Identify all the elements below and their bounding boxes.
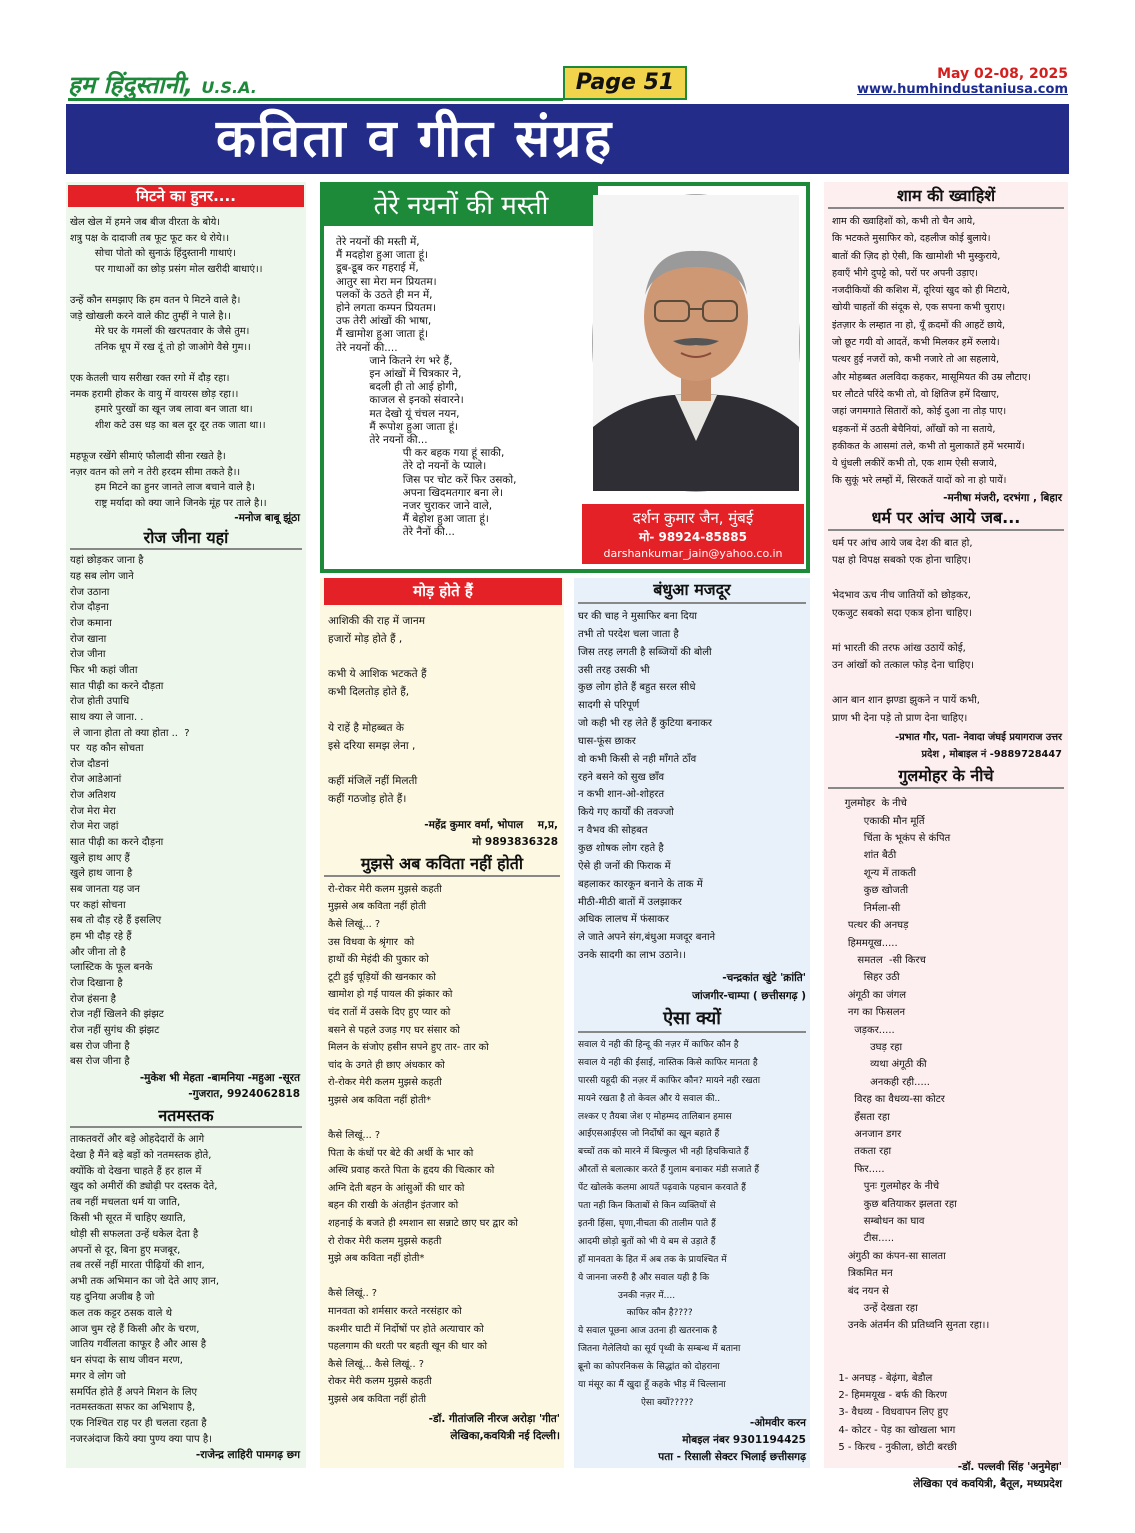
poem-title: बंधुआ मजदूर xyxy=(578,578,806,604)
section-banner: कविता व गीत संग्रह xyxy=(66,104,1069,174)
portrait-svg xyxy=(593,195,799,491)
column-1 xyxy=(66,182,306,1468)
feature-poem-text: तेरे नयनों की मस्ती में, मैं मदहोश हुआ जाता हूं। डूब-डूब कर गहराई में, आतुर सा मेरा मन प्रियतम। पलकों के उठते ही मन में, होने लगता कम्पन प्रियतम। उफ तेरी आंखों की भाषा, मैं खामोश हुआ जाता हूं। तेरे नयनों की.... जाने कितने रंग भरे हैं, इन आंखों में चित्रकार ने, बदली ही तो आई होगी, काजल से इनको संवारने। मत देखो यूं चंचल नयन, मैं रूपोश हुआ जाता हूं। तेरे नयनों की... पी कर बहक गया हूं साकी, तेरे दो नयनों के प्याले। जिस पर चोट करें फिर उसको, अपना खिदमतगार बना ले। नजर चुराकर जाने वाले, मैं बेहोश हुआ जाता हूं। तेरे नैनों की... xyxy=(336,236,517,539)
poem-title: मोड़ होते हैं xyxy=(324,578,562,605)
poem-text: खेल खेल में हमने जब बीज वीरता के बोये। शत्रु पक्ष के दादाजी तब फूट फूट कर थे रोये।। सोचा पोतो को सुनाऊं हिंदुस्तानी गाथाएं। पर गाथाओं का छोड़ प्रसंग मोल खरीदी बाधाएं।। उन्हें कौन समझाए कि हम वतन पे मिटने वाले है। जड़े खोखली करने वाले कीट तुम्हीं ने पाले है।। मेरे घर के गमलों की खरपतवार के जैसे तुम। तनिक धूप में रख दूं तो हो जाओगे वैसे गुम।। एक केतली चाय सरीखा रक्त रगो में दौड़ रहा। नमक हरामी होकर के वायु में वायरस छोड़ रहा।। हमारे पुरखों का खून जब लावा बन जाता था। शीश कटे उस धड़ का बल दूर दूर तक जाता था।। महफूज रखेंगे सीमाएं फौलादी सीना रखते है। नज़र वतन को लगे न तेरी हरदम सीमा तकते है।। हम मिटने का हुनर जानते लाज बचाने वाले है। राष्ट्र मर्यादा को क्या जाने जिनके मूंह पर ताले है।। xyxy=(70,217,267,509)
poem-text: शाम की ख्वाहिशों को, कभी तो चैन आये, कि भटकते मुसाफिर को, दहलीज कोई बुलाये। बातों की ज़िद हो ऐसी, कि खामोशी भी मुस्कुराये, हवाएँ भीगे दुपट्टे को, परों पर अपनी उड़ाए। नजदीकियों की कशिश में, दूरियां खुद को ही मिटाये, खोयी चाहतों की संदूक से, एक सपना कभी चुराए। इंतज़ार के लम्हात ना हो, यूँ क़दमों की आहटें छाये, जो छूट गयी वो आदतें, कभी मिलकर हमें रुलाये। पत्थर हुई नजरों को, कभी नजारे तो आ सहलाये, और मोहब्बत अलविदा कहकर, मासूमियत की उम्र लौटाए। घर लौटते परिंदे कभी तो, वो क्षितिज हमें दिखाए, जहां जगमगाते सितारों को, कोई दुआ ना तोड़ पाए। धड़कनों में उठती बेचैनियां, आँखों को ना सताये, हकीकत के आसमां तले, कभी तो मुलाकातें हमें भरमायें। ये धुंधली लकीरें कभी तो, एक शाम ऐसी सजाये, कि सुकूं भरे लम्हों में, सिरकतें यादों को ना हो पायें। xyxy=(832,216,1031,487)
poem-author: -मनोज बाबू झूंठा xyxy=(234,512,300,525)
poet-portrait-image xyxy=(592,194,800,492)
poem-title: गुलमोहर के नीचे xyxy=(828,765,1064,789)
poem-author: -ओमवीर करन मोबइल नंबर 9301194425 पता - रिसाली सेक्टर भिलाई छत्तीसगढ़ xyxy=(658,1416,806,1463)
poem-author: -चन्द्रकांत खुंटे 'क्रांति' जांजगीर-चाम्पा ( छत्तीसगढ़ ) xyxy=(692,971,806,1002)
issue-date: May 02-08, 2025 xyxy=(937,66,1068,82)
poem-author: -प्रभात गौर, पता- नेवादा जंघई प्रयागराज उत्तर प्रदेश , मोबाइल नं -9889728447 xyxy=(895,732,1062,761)
column-3 xyxy=(574,578,810,1468)
brand-suffix: U.S.A. xyxy=(201,78,257,97)
poem-author: -मुकेश भी मेहता -बामनिया -महुआ -सूरत -गुजरात, 9924062818 xyxy=(139,1071,300,1100)
poem-author: -डॉ. पल्लवी सिंह 'अनुमेहा' लेखिका एवं कवयित्री, बैतूल, मध्यप्रदेश xyxy=(913,1460,1062,1490)
poem-text: घर की चाह ने मुसाफिर बना दिया तभी तो परदेश चला जाता है जिस तरह लगती है सब्जियों की बोली उसी तरह उसकी भी कुछ लोग होते हैं बहुत सरल सीधे सादगी से परिपूर्ण जो कही भी रह लेते हैं कुटिया बनाकर घास-फूंस छाकर वो कभी किसी से नही माँगते ठाँव रहने बसने को सुख छाँव न कभी शान-ओ-शोहरत किये गए कार्यों की तवज्जो न वैभव की सोहबत कुछ शोषक लोग रहते है ऐसे ही जनों की फिराक में बहलाकर कारकून बनाने के ताक में मीठी-मीठी बातों में उलझाकर अधिक लालच में फंसाकर ले जाते अपने संग,बंधुआ मजदूर बनाने उनके सादगी का लाभ उठाने।। xyxy=(578,611,716,962)
poem-title: मिटने का हुनर.... xyxy=(68,185,304,207)
poem-author: -मनीषा मंजरी, दरभंगा , बिहार xyxy=(943,491,1062,504)
poem-text: ताकतवरों और बड़े ओहदेदारों के आगे देखा है मैंने बड़े बड़ों को नतमस्तक होते, क्योंकि वो देखना चाहते हैं हर हाल में खुद को अमीरों की ड्योढ़ी पर दस्तक देते, तब नहीं मचलता धर्म या जाति, किसी भी सूरत में चाहिए ख्याति, थोड़ी सी सफलता उन्हें धकेल देता है अपनों से दूर, बिना हुए मजबूर, तब तरसें नहीं मारता पीढ़ियों की शान, अभी तक अभिमान का जो देते आए ज्ञान, यह दुनिया अजीब है जो कल तक कट्टर ठसक वाले थे आज चुम रहे हैं किसी और के चरण, जातिय गर्वीलता काफूर है और आस है धन संपदा के साथ जीवन मरण, मगर वे लोग जो समर्पित होते हैं अपने मिशन के लिए नतमस्तकता सफर का अभिशाप है, एक निश्चित राह पर ही चलता रहता है नजरअंदाज किये क्या पुण्य क्या पाप है। xyxy=(70,1133,220,1446)
poem-title: रोज जीना यहां xyxy=(70,528,302,550)
poem-author: -महेंद्र कुमार वर्मा, भोपाल म,प्र, मो 9893836328 xyxy=(424,818,558,848)
poem-title: ऐसा क्यों xyxy=(578,1007,806,1033)
poem-title: धर्म पर आंच आये जब... xyxy=(828,507,1064,531)
feature-poem-title: तेरे नयनों की मस्ती xyxy=(324,186,598,226)
poem-text: आशिकी की राह में जानम हजारों मोड़ होते हैं , कभी ये आशिक भटकते हैं कभी दिलतोड़ होते हैं, ये राहें है मोहब्बत के इसे दरिया समझ लेना , कहीं मंजिलें नहीं मिलती कहीं गठजोड़ होते हैं। xyxy=(328,615,427,805)
column-4 xyxy=(824,182,1068,1490)
brand-logo xyxy=(68,68,563,101)
page-number: Page 51 xyxy=(563,66,687,100)
poem-text: यहां छोड़कर जाना है यह सब लोग जाने रोज उठाना रोज दौड़ना रोज कमाना रोज खाना रोज जीना फिर भी कहां जीता सात पीढ़ी का करने दौड़ता रोज होती उपाधि साथ क्या ले जाना. . ले जाना होता तो क्या होता .. ? पर यह कौन सोचता रोज दौडनां रोज आडेआनां रोज अतिशय रोज मेरा मेरा रोज मेरा जहां सात पीढ़ी का करने दौड़ना खुले हाथ आए हैं खुले हाथ जाना है सब जानता यह जन पर कहां सोचना सब तो दौड़ रहे हैं इसलिए हम भी दौड़ रहे हैं और जीना तो है प्लास्टिक के फूल बनके रोज दिखाना है रोज हंसना है रोज नहीं खिलने की झंझट रोज नहीं सुगंध की झंझट बस रोज जीना है बस रोज जीना है xyxy=(70,555,190,1068)
poem-text: धर्म पर आंच आये जब देश की बात हो, पक्ष हो विपक्ष सबको एक होना चाहिए। भेदभाव ऊच नीच जातियों को छोड़कर, एकजुट सबको सदा एकत्र होना चाहिए। मां भारती की तरफ आंख उठायें कोई, उन आंखों को तत्काल फोड़ देना चाहिए। आन बान शान झण्डा झुकने न पायें कभी, प्राण भी देना पड़े तो प्राण देना चाहिए। xyxy=(832,537,980,724)
website-link[interactable]: www.humhindustaniusa.com xyxy=(856,82,1068,97)
poet-name: दर्शन कुमार जैन, मुंबई xyxy=(632,509,754,527)
poem-author: -डॉ. गीतांजलि नीरज अरोड़ा 'गीत' लेखिका,कवयित्री नई दिल्ली। xyxy=(428,1412,560,1442)
poem-text: रो-रोकर मेरी कलम मुझसे कहती मुझसे अब कविता नहीं होती कैसे लिखूं... ? उस विधवा के श्रृंगार को हाथों की मेहंदी की पुकार को टूटी हुई चूड़ियों की खनकार को खामोश हो गई पायल की झंकार को चंद रातों में उसके दिए हुए प्यार को बसने से पहले उजड़ गए घर संसार को मिलन के संजोए हसीन सपने हुए तार- तार को चांद के उगते ही छाए अंधकार को रो-रोकर मेरी कलम मुझसे कहती मुझसे अब कविता नहीं होती* कैसे लिखूं... ? पिता के कंधों पर बेटे की अर्थी के भार को अस्थि प्रवाह करते पिता के हृदय की चित्कार को अग्नि देती बहन के आंसुओं की धार को बहन की राखी के अंतहीन इंतजार को शहनाई के बजते ही श्मशान सा सन्नाटे छाए घर द्वार को रो रोकर मेरी कलम मुझसे कहती मुझे अब कविता नहीं होती* कैसे लिखूं.. ? मानवता को शर्मसार करते नरसंहार को कश्मीर घाटी में निर्दोषों पर होते अत्याचार को पहलगाम की धरती पर बहती खून की धार को कैसे लिखूं... कैसे लिखूं.. ? रोकर मेरी कलम मुझसे कहती मुझसे अब कविता नहीं होती xyxy=(328,883,518,1405)
feature-poem-box xyxy=(320,182,810,573)
poet-phone: मो- 98924-85885 xyxy=(639,530,747,544)
brand-name: हम हिंदुस्तानी, xyxy=(68,71,194,99)
poem-title: शाम की ख्वाहिशें xyxy=(828,185,1064,209)
poem-text: गुलमोहर के नीचे एकाकी मौन मूर्ति चिंता के भूकंप से कंपित शांत बैठी शून्य में ताकती कुछ खोजती निर्मला-सी पत्थर की अनघड़ हिममयूख..... समतल -सी किरच सिहर उठी अंगूठी का जंगल नग का फिसलन जड़कर..... उघड़ रहा व्यथा अंगूठी की अनकही रही..... विरह का वैधव्य-सा कोटर हँसता रहा अनजान डगर तकता रहा फिर..... पुनः गुलमोहर के नीचे कुछ बतियाकर झलता रहा सम्बोधन का घाव टीस..... अंगुठी का कंपन-सा सालता त्रिकमित मन बंद नयन से उन्हें देखता रहा उनके अंतर्मन की प्रतिध्वनि सुनता रहा।। 1- अनघड़ - बेढ़ंगा, बेडौल 2- हिममयूख - बर्फ की किरण 3- वैधव्य - विधवापन लिए हुए 4- कोटर - पेड़ का खोखला भाग 5 - किरच - नुकीला, छोटी बरछी xyxy=(838,798,990,1454)
poem-author: -राजेन्द्र लाहिरी पामगढ़ छग xyxy=(195,1448,300,1461)
poet-email[interactable]: darshankumar_jain@yahoo.co.in xyxy=(603,547,783,560)
column-2 xyxy=(320,578,564,1468)
poem-title: मुझसे अब कविता नहीं होती xyxy=(324,853,560,877)
poet-credit xyxy=(582,504,804,564)
poem-text: सवाल ये नही की हिन्दू की नज़र में काफिर कौन है सवाल ये नही की ईसाई, नास्तिक किसे काफिर मानता है पारसी यहूदी की नज़र में काफिर कौन? मायने नही रखता मायने रखता है तो केवल और ये सवाल की.. लश्कर ए तैयबा जेश ए मोहम्मद तालिबान हमास आईएसआईएस जो निर्दोषों का खून बहाते हैं बच्चों तक को मारने में बिल्कुल भी नही हिचकिचाते हैं औरतों से बलात्कार करते हैं गुलाम बनाकर मंडी सजाते हैं पेंट खोलके कलमा आयतें पढ़वाके पहचान करवाते हैं पता नही किन किताबों से किन व्यक्तियों से इतनी हिंसा, घृणा,नीचता की तालीम पाते हैं आदमी छोड़ो बुतों को भी ये बम से उड़ाते हैं हाँ मानवता के हित में अब तक के प्रायश्चित में ये जानना जरुरी है और सवाल यही है कि उनकी नज़र में.... काफिर कौन है???? ये सवाल पूछना आज उतना ही खतरनाक है जितना गेलेलियो का सूर्य पृथ्वी के सम्बन्ध में बताना ब्रूनो का कोपरनिकस के सिद्धांत को दोहराना या मंसूर का मैं खुदा हूँ कहके भीड़ में चिल्लाना ऐसा क्यों????? xyxy=(578,1039,761,1408)
poem-title: नतमस्तक xyxy=(70,1106,302,1128)
issue-info xyxy=(857,66,1068,97)
